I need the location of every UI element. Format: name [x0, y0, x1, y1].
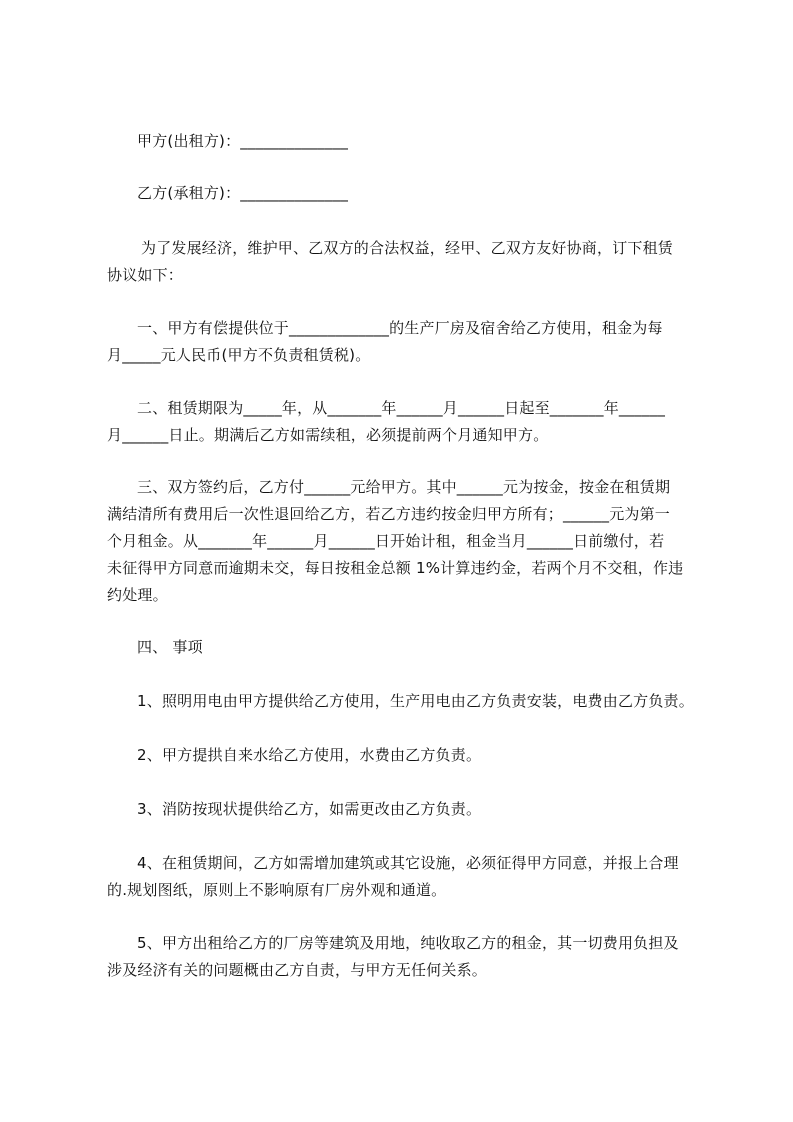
lessor-line: 甲方(出租方)：______________: [137, 132, 349, 150]
clause4-item-1: 1、照明用电由甲方提供给乙方使用，生产用电由乙方负责安装，电费由乙方负责。: [137, 692, 694, 710]
clause3-line-2: 满结清所有费用后一次性退回给乙方，若乙方违约按金归甲方所有；______元为第一: [107, 505, 671, 523]
clause4-item-4-line-2: 的.规划图纸，原则上不影响原有厂房外观和通道。: [107, 881, 447, 899]
clause1-line-2: 月_____元人民币(甲方不负责租赁税)。: [107, 346, 371, 364]
clause4-heading: 四、 事项: [137, 638, 203, 656]
clause2-line-2: 月______日止。期满后乙方如需续租，必须提前两个月通知甲方。: [107, 426, 549, 444]
clause3-line-3: 个月租金。从_______年______月______日开始计租，租金当月______日前缴付，若: [107, 532, 665, 550]
clause2-line-1: 二、租赁期限为_____年，从_______年______月______日起至_______年______: [137, 399, 666, 417]
clause3-line-4: 未征得甲方同意而逾期未交，每日按租金总额 1%计算违约金，若两个月不交租，作违: [107, 559, 684, 577]
clause4-item-2: 2、甲方提拱自来水给乙方使用，水费由乙方负责。: [137, 746, 482, 764]
clause1-line-1: 一、甲方有偿提供位于_____________的生产厂房及宿舍给乙方使用，租金为每: [137, 319, 663, 337]
lessee-line: 乙方(承租方)：______________: [137, 184, 349, 202]
clause3-line-5: 约处理。: [107, 586, 168, 604]
clause4-item-4-line-1: 4、在租赁期间，乙方如需增加建筑或其它设施，必须征得甲方同意，并报上合理: [137, 854, 679, 872]
clause4-item-3: 3、消防按现状提供给乙方，如需更改由乙方负责。: [137, 800, 482, 818]
clause4-item-5-line-1: 5、甲方出租给乙方的厂房等建筑及用地，纯收取乙方的租金，其一切费用负担及: [137, 934, 679, 952]
preamble-line-1: 为了发展经济，维护甲、乙双方的合法权益，经甲、乙双方友好协商，订下租赁: [141, 239, 674, 257]
preamble-line-2: 协议如下：: [107, 266, 184, 284]
clause4-item-5-line-2: 涉及经济有关的问题概由乙方自责，与甲方无任何关系。: [107, 961, 488, 979]
clause3-line-1: 三、双方签约后，乙方付______元给甲方。其中______元为按金，按金在租赁期: [137, 478, 671, 496]
